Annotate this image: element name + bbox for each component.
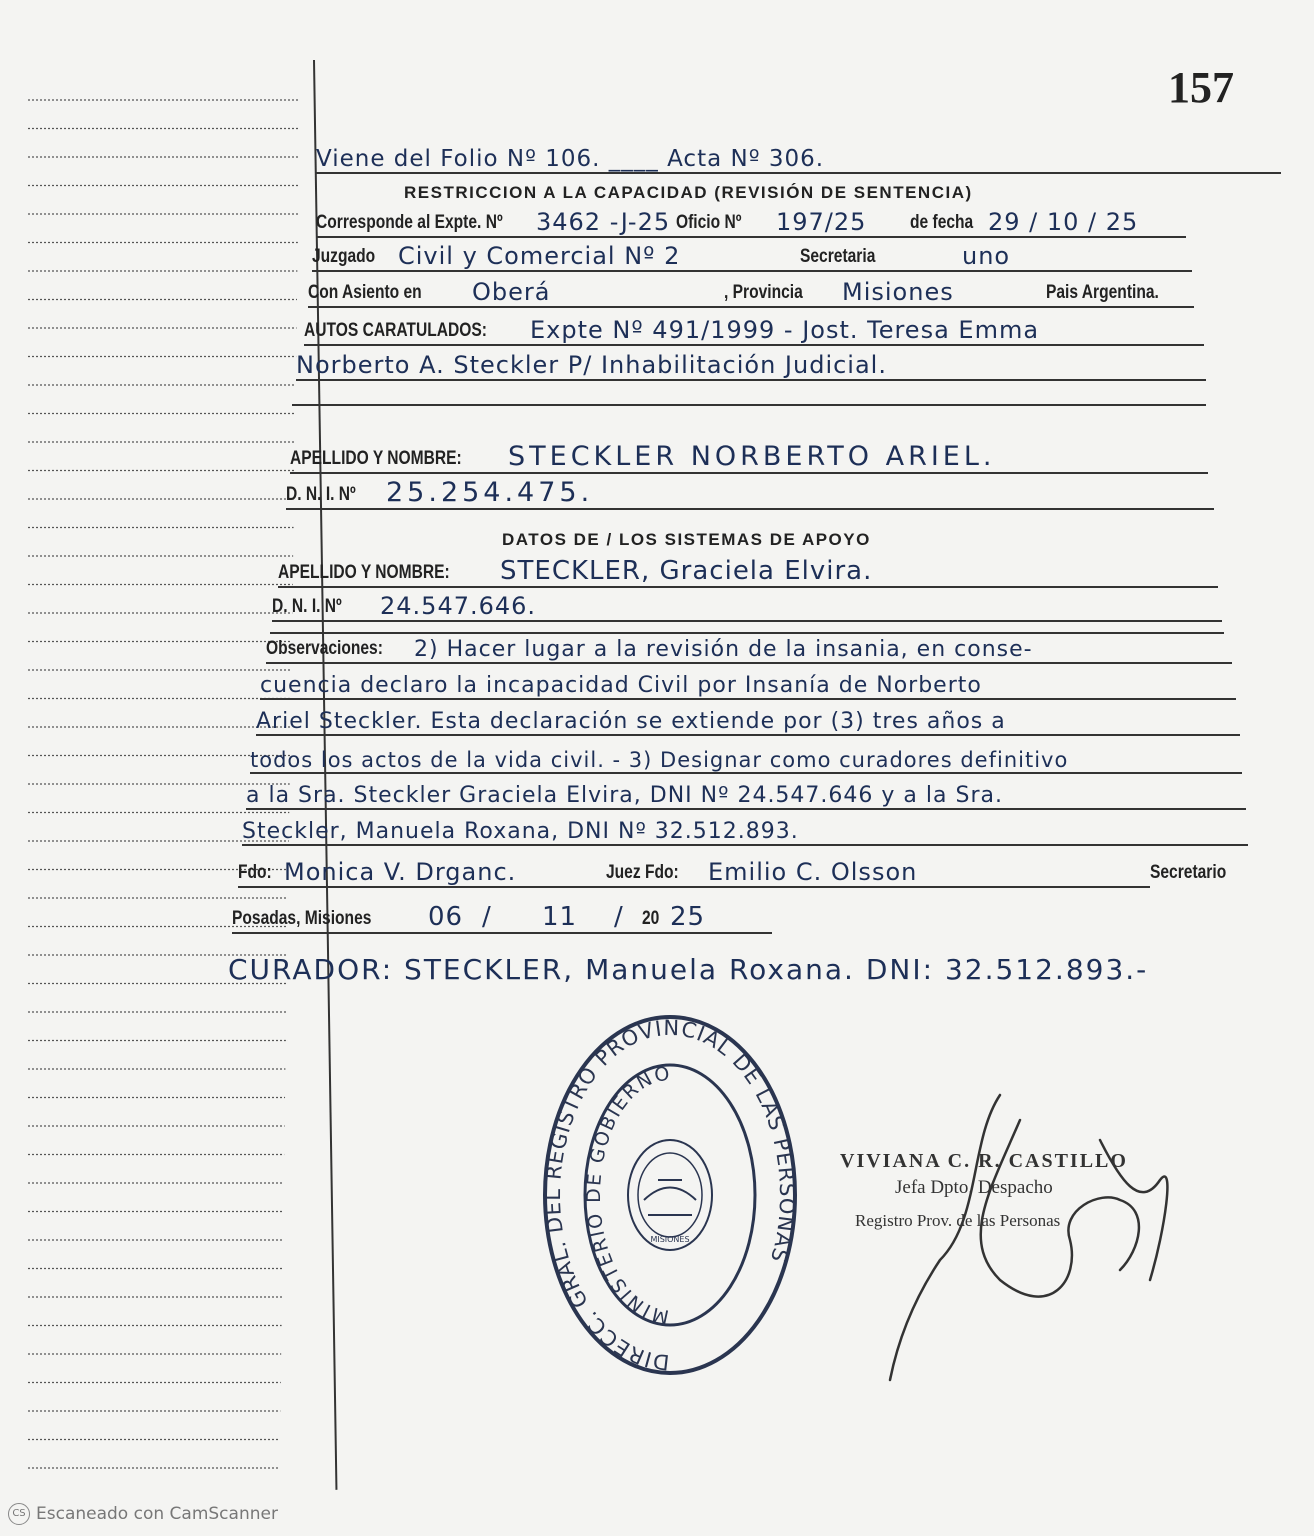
secretaria-value: uno	[962, 242, 1011, 270]
asiento-row	[308, 272, 1194, 312]
fdo-label: Fdo:	[238, 862, 272, 883]
obs-line-5: a la Sra. Steckler Graciela Elvira, DNI Nº 24.547.646 y a la Sra.	[246, 783, 1003, 808]
asiento-label: Con Asiento en	[308, 282, 422, 303]
juez-name: Monica V. Drganc.	[284, 858, 517, 886]
camscanner-watermark	[8, 1503, 278, 1525]
folio-acta-text: Viene del Folio Nº 106. ____ Acta Nº 306.	[316, 146, 825, 172]
stamp-emblem-icon	[628, 1140, 712, 1250]
firmas-row	[238, 852, 1250, 892]
sello-title: Jefa Dpto. Despacho	[895, 1177, 1053, 1198]
lugar-year-prefix: 20	[642, 908, 660, 929]
autos-label: AUTOS CARATULADOS:	[304, 320, 487, 341]
apoyo-name-label: APELLIDO Y NOMBRE:	[278, 562, 450, 583]
sello-registry: Registro Prov. de las Personas	[855, 1211, 1061, 1230]
obs-line-1: 2) Hacer lugar a la revisión de la insania, en conse-	[414, 637, 1033, 662]
apoyo-name-value: STECKLER, Graciela Elvira.	[500, 556, 873, 586]
provincia-label: , Provincia	[724, 282, 803, 303]
folio-row	[316, 138, 1281, 178]
obs-row-3	[256, 700, 1240, 740]
juzgado-value: Civil y Comercial Nº 2	[398, 242, 681, 270]
obs-row-5	[246, 774, 1246, 814]
secretario-label: Secretario	[1150, 862, 1227, 883]
obs-row-2	[260, 664, 1236, 704]
oficio-label: Oficio Nº	[676, 212, 742, 233]
curador-row	[228, 952, 1258, 992]
page-number: 157	[1168, 63, 1234, 112]
official-seal-text	[840, 1150, 1128, 1231]
obs-row-6	[242, 810, 1248, 850]
lugar-label: Posadas, Misiones	[232, 908, 372, 929]
apoyo-dni-label: D. N. I. Nº	[272, 596, 342, 617]
juzgado-label: Juzgado	[312, 246, 376, 267]
fecha-value: 29 / 10 / 25	[988, 208, 1139, 236]
obs-row-1	[266, 628, 1232, 668]
provincia-value: Misiones	[842, 278, 954, 306]
handwritten-signature	[820, 1080, 1200, 1430]
blank-row	[292, 370, 1206, 410]
secretaria-label: Secretaria	[800, 246, 876, 267]
stamp-inner-text: MINISTERIO DE GOBIERNO	[583, 1062, 673, 1328]
pais-label: Pais Argentina.	[1046, 282, 1159, 303]
person-name-value: STECKLER NORBERTO ARIEL.	[508, 441, 996, 472]
expte-label: Corresponde al Expte. Nº	[316, 212, 503, 233]
autos-value-1: Expte Nº 491/1999 - Jost. Teresa Emma	[530, 316, 1040, 344]
apoyo-dni-value: 24.547.646.	[380, 592, 537, 620]
fecha-label: de fecha	[910, 212, 974, 233]
autos-row	[304, 310, 1204, 350]
document-heading: RESTRICCION A LA CAPACIDAD (REVISIÓN DE SENTENCIA)	[404, 183, 973, 202]
secretario-name: Emilio C. Olsson	[708, 858, 918, 886]
lugar-row: Posadas, Misiones 06 / 11 / 20 25	[232, 898, 772, 938]
official-stamp	[540, 1010, 800, 1380]
sello-name: VIVIANA C. R. CASTILLO	[840, 1150, 1128, 1172]
autos-value-2: Norberto A. Steckler P/ Inhabilitación Judicial.	[296, 351, 887, 379]
person-dni-row	[286, 474, 1214, 514]
obs-line-6: Steckler, Manuela Roxana, DNI Nº 32.512.893.	[242, 819, 799, 844]
obs-line-4: todos los actos de la vida civil. - 3) Designar como curadores definitivo	[250, 748, 1069, 772]
obs-row-4	[250, 738, 1242, 778]
person-name-row	[290, 438, 1208, 478]
person-dni-label: D. N. I. Nº	[286, 484, 356, 505]
apoyo-heading: DATOS DE / LOS SISTEMAS DE APOYO	[502, 530, 871, 549]
obs-label: Observaciones:	[266, 638, 383, 659]
asiento-value: Oberá	[472, 278, 551, 306]
oficio-value: 197/25	[776, 208, 867, 236]
stamp-outer-text: DIRECC. GRAL. DEL REGISTRO PROVINCIAL DE LAS PERSONAS	[541, 1015, 800, 1375]
curador-text: CURADOR: STECKLER, Manuela Roxana. DNI: 32.512.893.-	[228, 953, 1149, 986]
lugar-year-suffix: 25	[670, 902, 706, 932]
expte-value: 3462 -J-25	[536, 208, 671, 236]
juez-fdo-label: Juez Fdo:	[606, 862, 679, 883]
lugar-day: 06	[428, 902, 464, 932]
camscanner-logo-icon: CS	[8, 1503, 30, 1525]
juzgado-row	[312, 236, 1192, 276]
person-dni-value: 25.254.475.	[386, 477, 594, 508]
obs-line-2: cuencia declaro la incapacidad Civil por Insanía de Norberto	[260, 673, 982, 698]
obs-line-3: Ariel Steckler. Esta declaración se extiende por (3) tres años a	[256, 709, 1006, 734]
camscanner-text: Escaneado con CamScanner	[36, 1504, 278, 1524]
lugar-month: 11	[542, 902, 578, 932]
person-name-label: APELLIDO Y NOMBRE:	[290, 448, 462, 469]
stamp-emblem-label: MISIONES	[650, 1235, 690, 1244]
